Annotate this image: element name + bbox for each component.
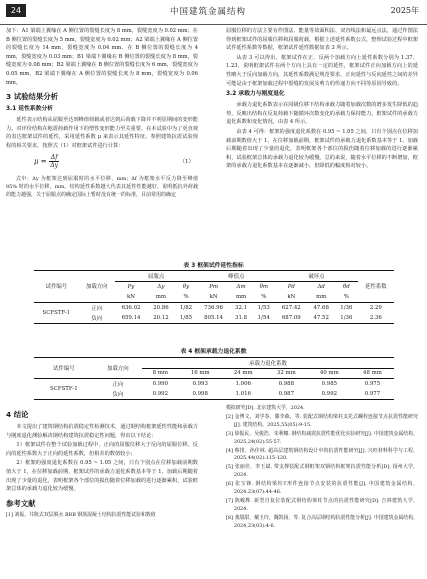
table-cell: 1/85 bbox=[179, 314, 193, 321]
journal-year: 2025年 bbox=[390, 6, 419, 15]
table-4 bbox=[34, 357, 394, 400]
right-column-upper bbox=[226, 27, 418, 172]
table-cell: 正向 bbox=[91, 305, 103, 312]
equation-numerator: Δf bbox=[50, 153, 58, 161]
table-cell: 0.993 bbox=[192, 381, 208, 387]
table-cell: 0.998 bbox=[192, 391, 208, 397]
table-cell: 2.29 bbox=[369, 304, 382, 311]
reference-item: [1] 刘振，井陈式双层脱水 BRB 钢筋混凝土结构抗震性能试验和数值 bbox=[6, 511, 156, 518]
table-cell: 1.006 bbox=[235, 381, 251, 387]
table-header: 加载方向 bbox=[94, 358, 142, 379]
table-unit: kN bbox=[275, 292, 307, 303]
table-3-caption: 表 3 框架试件延性指标 bbox=[183, 263, 244, 269]
running-header bbox=[0, 0, 427, 25]
table-cell: 32.1 bbox=[235, 304, 248, 311]
equation-number: （1） bbox=[179, 158, 194, 165]
subsection-heading: 3.1 延性系数分析 bbox=[6, 106, 54, 113]
reference-list bbox=[6, 512, 198, 520]
table-cell: 20.12 bbox=[153, 314, 169, 321]
right-column-lower bbox=[226, 405, 418, 532]
table-unit: % bbox=[335, 292, 358, 303]
table-cell: 659.14 bbox=[121, 314, 141, 321]
table-subheader: θd bbox=[342, 283, 350, 290]
table-subheader: 48 mm bbox=[351, 368, 394, 379]
table-3 bbox=[34, 270, 394, 324]
reference-item: [5] 张丽佳，李玉斌. 带支撑装配式钢框架双钢结构框架抗震性能分析[D]. 扬州大学，2024. bbox=[226, 464, 418, 479]
table-subheader: 24 mm bbox=[222, 368, 265, 379]
section-heading: 3 试验结果分析 bbox=[6, 92, 59, 102]
table-cell: 0.992 bbox=[152, 391, 169, 397]
table-header: 试件编号 bbox=[34, 358, 94, 379]
table-cell: 1.016 bbox=[235, 391, 251, 397]
table-header: 加载方向 bbox=[79, 271, 115, 303]
table-row bbox=[34, 313, 394, 324]
table-subheader: Pm bbox=[209, 283, 218, 290]
table-cell: 0.977 bbox=[364, 391, 381, 397]
table-cell: 636.02 bbox=[121, 304, 141, 311]
table-cell: 0.988 bbox=[278, 381, 295, 387]
body-paragraph: 从表 3 可以得出，框架试件在正、反两个加载方向上延性系数分别为 1.37、1.23，说明框架试件在两个方向上具有一定的延性，框架试件正向加载方向上的延性略大于反向加载方向，其延性系数满足规范要求，正向延性与反向延性之间的差异可能是由于框架加载过程中裂缝的发展及剪力的传递方向不同等原因导致的。 bbox=[226, 54, 418, 87]
table-group-header: 延性系数 bbox=[358, 271, 394, 303]
body-paragraph: 式中：Δy 为框架达到屈服时的水平位移，mm；Δf 为框架水平反力降至峰值 85% 时的水平位移，mm。结构延性系数越大代表其延性性能越好，说明抵抗外荷载的能力越强，关于屈服点的确定国际上暂时没有统一的标准，目前常用的确定 bbox=[6, 175, 198, 198]
table-cell: 805.14 bbox=[204, 314, 223, 321]
table-subheader: Δm bbox=[236, 283, 246, 290]
table-unit: mm bbox=[230, 292, 253, 303]
table-unit: % bbox=[175, 292, 198, 303]
table-header: 试件编号 bbox=[34, 271, 79, 303]
reference-item: [2] 金博文，刘学春，滕李森，等. 装配式钢结构梁柱支托式螺栓连接节点抗震性能研究[J]. 建筑结构，2025,55(05):9-15. bbox=[226, 413, 418, 428]
body-paragraph: 2）框架的强度退化系数在 0.95 ~ 1.05 之间，只有个别点在位移加载前期数值大于 1，在位移加载前期，框架试件的承载力退化系数基本等于 1，加载后期随着出现了少量的退化，表明框架各个部位的损伤随着位移加载的进行逐渐累积，试验框架总体的承载力退化较为缓慢。 bbox=[6, 460, 198, 493]
left-column-lower bbox=[6, 405, 198, 521]
table-cell: 1/36 bbox=[340, 304, 353, 311]
table-unit: kN bbox=[115, 292, 147, 303]
equation-1 bbox=[6, 152, 198, 174]
body-paragraph: 屈服位移的方法主要有作图法、能量等效面积法、双直线法和最远点法，通过作图法得到框架试件的屈服位移和屈服荷载。根据上述延性系数公式，整理试验过程中框架试件延性系数等数据，框架试件延性数据如表 3 所示。 bbox=[226, 28, 418, 52]
body-paragraph: 延性表示结构从屈服至达到峰值荷载或者达到后荷载下降并不明显期间的变形能力。对评价结构在地震荷载作用下的塑性变形能力至关重要。在本试验中为了更直观的表达框架试件的延性，采用延性系数 μ 来表示其延性特征。参照建筑抗震试验规程的相关要求，按照式（1）对框架试件进行计算： bbox=[6, 117, 198, 149]
body-paragraph: 承载力退化系数表示在同级位移下结构承载力随着加载次数的增多发生降低的趋势，反映出结构在反复荷载下随循环次数变化的承载力保持能力。框架试件的承载力退化系数和变化情况，由表 4 所示。 bbox=[226, 102, 418, 126]
table-cell: 1/36 bbox=[340, 314, 353, 321]
body-paragraph: 本文提出了建筑钢结构抗震稳定性检测技术，通过钢结构框架延性性能和承载力与刚度退化测验解决钢结构建筑抗震稳定性问题，得出以下结论： bbox=[6, 424, 198, 439]
table-cell: 0.975 bbox=[364, 381, 381, 387]
table-cell: 47.52 bbox=[313, 314, 329, 321]
table-cell: 0.987 bbox=[278, 391, 295, 397]
table-cell: 1/54 bbox=[257, 314, 270, 321]
table-subheader: 40 mm bbox=[308, 368, 351, 379]
table-row bbox=[34, 302, 394, 313]
reference-item: 模拟研究[D]. 北京建筑大学，2024. bbox=[226, 405, 305, 411]
table-4-caption: 表 4 框架承载力退化系数 bbox=[180, 349, 247, 355]
equation-denominator: Δy bbox=[50, 161, 59, 169]
table-row bbox=[34, 379, 394, 390]
table-unit: mm bbox=[147, 292, 174, 303]
section-heading: 4 结论 bbox=[6, 410, 29, 419]
table-cell: 687.09 bbox=[281, 314, 301, 321]
table-subheader: θy bbox=[182, 283, 190, 290]
body-paragraph: 1）框架试件在整个试验加载过程中，正向的屈服位移大于反向的屈服位移，反向的延性系数大于正向的延性系数，但相差的数值较小； bbox=[6, 442, 198, 457]
table-cell: 627.42 bbox=[281, 304, 301, 311]
table-cell: 2.36 bbox=[369, 314, 382, 321]
reference-item: [6] 张宝锋. 钢结构梁柱T形件连接节点安装的抗震性能[J]. 中国建筑金属结构，2024,23(07):44-46. bbox=[226, 481, 418, 496]
equation-lhs: μ = bbox=[34, 157, 49, 166]
table-group-header: 破坏点 bbox=[275, 271, 358, 282]
table-group-header: 承载力退化系数 bbox=[142, 358, 394, 369]
body-paragraph: 加下：A1 梁端上翼缘在 A 侧位置的裂缝长度为 8 mm，裂缝宽度为 0.02 mm；在 B 侧位置的裂缝长度为 5 mm，裂缝宽度为 0.02 mm；A2 梁端上翼缘在 A 侧位置的裂缝长度为 14 mm，裂缝宽度为 0.04 mm，在 B 侧位置的裂缝长度为 4 mm，裂缝宽度为 0.03 mm；B1 梁端下翼缘在 B 侧位置的裂缝长度为 8 mm，裂缝宽度为 0.08 mm；B2 梁端上翼缘在 B 侧位置的裂缝长度为 6 mm，裂缝宽度为 0.05 mm，B2 梁端下翼缘在 A 侧位置的裂缝长度为 8 mm，裂缝宽度为 0.06 mm。 bbox=[6, 28, 199, 86]
table-unit: kN bbox=[197, 292, 229, 303]
table-subheader: 8 mm bbox=[142, 368, 179, 379]
table-unit: mm bbox=[307, 292, 334, 303]
reference-item: [4] 蔡排，孙佳林. 超高层建筑钢结构设计中的抗震性能研究[J]. 兴旺材料科学与工程，2025,44(02):115-120. bbox=[226, 447, 418, 462]
table-subheader: Δy bbox=[157, 283, 165, 290]
table-cell: 47.68 bbox=[313, 304, 329, 311]
body-paragraph: 由表 4 可得：框架的强度退化系数在 0.95 ~ 1.05 之间，只有个别点在位移加载前期数值大于 1，在位移加载前期，框架试件的承载力退化系数基本等于 1，加载后期随着出现了少量的退化，表明框架各个部位的损伤随着位移加载的进行逐渐累积，试验框架总体的承载力退化较为缓慢。总的来说，随着水平位移的不断增加，框架的承载力退化系数基本在逐渐减小，但降低的幅度相对较小。 bbox=[226, 128, 418, 170]
table-cell: 1/53 bbox=[257, 304, 270, 311]
table-subheader: Δd bbox=[317, 283, 325, 290]
table-unit: % bbox=[252, 292, 275, 303]
table-subheader: Py bbox=[127, 283, 135, 290]
journal-title: 中国建筑金属结构 bbox=[170, 7, 247, 17]
table-cell: 负向 bbox=[91, 315, 103, 322]
table-cell: 31.8 bbox=[235, 314, 248, 321]
table-cell: 736.96 bbox=[204, 304, 223, 311]
table-cell: 0.985 bbox=[321, 381, 338, 387]
table-cell: 0.990 bbox=[152, 381, 169, 387]
equation-fraction bbox=[49, 154, 60, 169]
table-cell: 20.86 bbox=[153, 304, 169, 311]
table-cell: 负向 bbox=[112, 392, 124, 398]
reference-item: [7] 陈峻桦. 新型自复位装配式钢结构梁柱节点的抗震性能研究[D]. 吉林建筑大学，2024. bbox=[226, 497, 418, 512]
table-subheader: Pd bbox=[287, 283, 295, 290]
reference-item: [8] 龚甜甜，戴玉玲，魏凯扬，等. 复合高层钢结构抗震性能分析[J]. 中国建筑金属结构，2024,23(03):4-6. bbox=[226, 514, 418, 529]
subsection-heading: 3.2 承载力与刚度退化 bbox=[226, 91, 285, 98]
table-subheader: θm bbox=[259, 283, 268, 290]
table-cell: 正向 bbox=[112, 382, 124, 388]
table-cell: 1/82 bbox=[179, 304, 193, 311]
references-heading: 参考文献 bbox=[6, 498, 36, 508]
reference-item: [3] 徐振民，吴俊浩，朱利娜. 钢结构减震抗震性能优化实验研究[J]. 中国建筑金属结构，2025,24(02):55-57. bbox=[226, 430, 418, 445]
table-group-header: 峰值点 bbox=[197, 271, 275, 282]
table-cell: SCFSTF-1 bbox=[50, 386, 78, 392]
left-column-upper bbox=[6, 27, 198, 200]
page-number: 24 bbox=[6, 4, 26, 17]
table-group-header: 屈服点 bbox=[115, 271, 198, 282]
table-cell: 0.992 bbox=[321, 391, 338, 397]
table-subheader: 32 mm bbox=[265, 368, 308, 379]
table-cell: SCFSTF-1 bbox=[42, 309, 71, 316]
table-subheader: 16 mm bbox=[179, 368, 222, 379]
